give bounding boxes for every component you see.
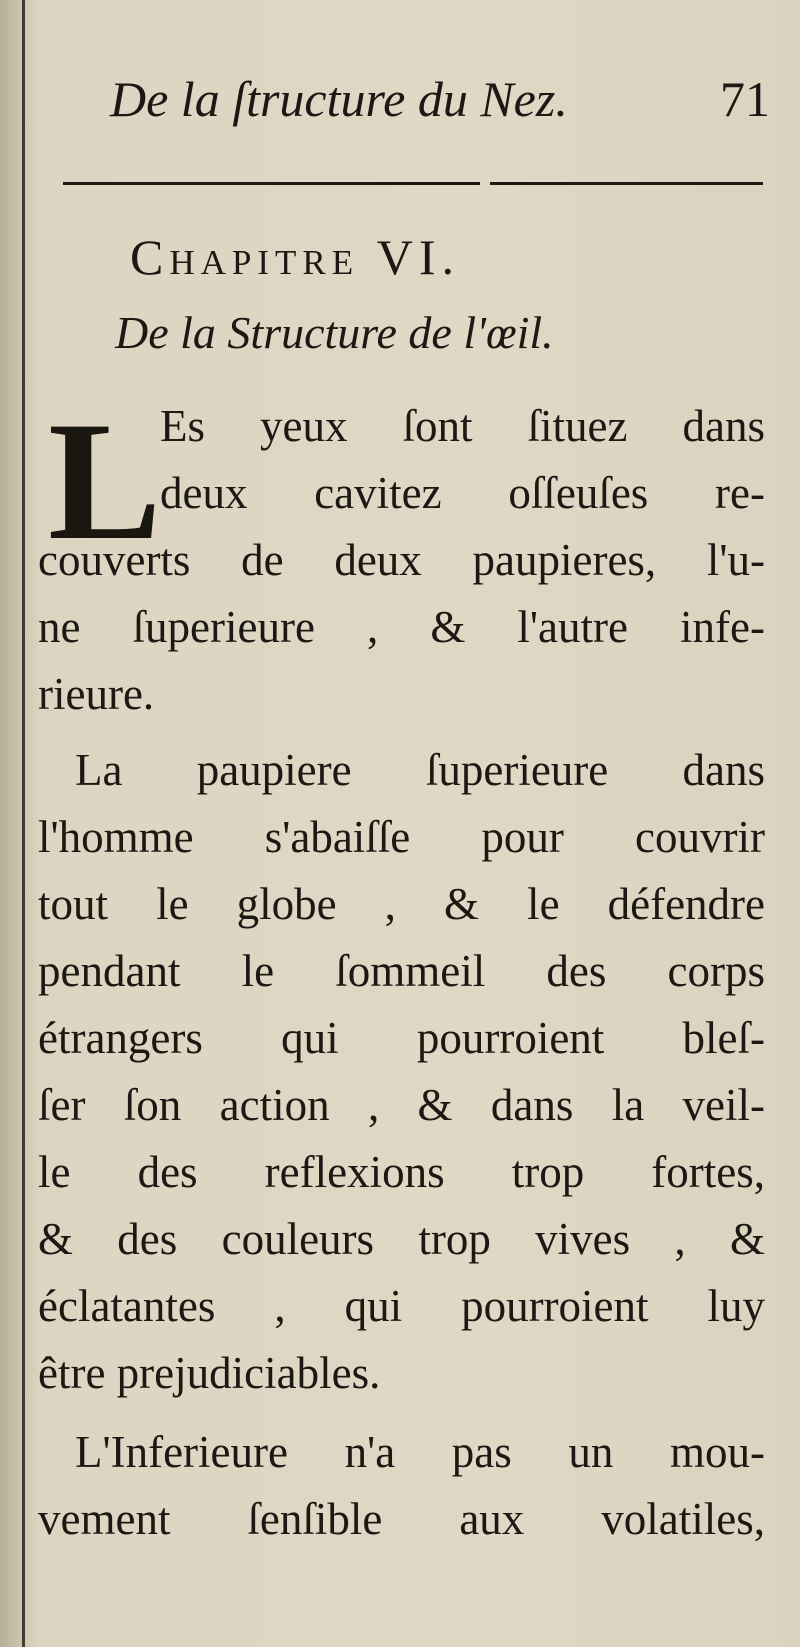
header-rule-left xyxy=(63,182,480,185)
page-gutter-edge xyxy=(22,0,25,1647)
text-line: être prejudiciables. xyxy=(38,1348,381,1398)
text-line: le des reflexions trop fortes, xyxy=(38,1147,765,1197)
header-rule-right xyxy=(490,182,763,185)
text-line: & des couleurs trop vives , & xyxy=(38,1214,765,1264)
text-line: Es yeux ſont ſituez dans xyxy=(160,401,765,451)
text-line: couverts de deux paupieres, l'u- xyxy=(38,535,765,585)
text-line: L'Inferieure n'a pas un mou- xyxy=(75,1427,765,1477)
drop-cap: L xyxy=(48,387,162,575)
text-line: étrangers qui pourroient bleſ- xyxy=(38,1013,765,1063)
text-line: vement ſenſible aux volatiles, xyxy=(38,1494,765,1544)
chapter-heading: Chapitre VI. xyxy=(130,229,460,285)
text-line: pendant le ſommeil des corps xyxy=(38,946,765,996)
text-line: éclatantes , qui pourroient luy xyxy=(38,1281,765,1331)
text-line: tout le globe , & le défendre xyxy=(38,879,765,929)
text-line: rieure. xyxy=(38,669,155,719)
text-line: ne ſuperieure , & l'autre infe- xyxy=(38,602,765,652)
chapter-subtitle: De la Structure de l'œil. xyxy=(115,307,554,358)
running-head-title: De la ſtructure du Nez. xyxy=(110,71,568,127)
text-line: ſer ſon action , & dans la veil- xyxy=(38,1080,765,1130)
running-head xyxy=(110,70,770,140)
text-line: deux cavitez oſſeuſes re- xyxy=(160,468,765,518)
text-line: l'homme s'abaiſſe pour couvrir xyxy=(38,812,765,862)
page-number: 71 xyxy=(720,71,770,127)
text-line: La paupiere ſuperieure dans xyxy=(75,745,765,795)
